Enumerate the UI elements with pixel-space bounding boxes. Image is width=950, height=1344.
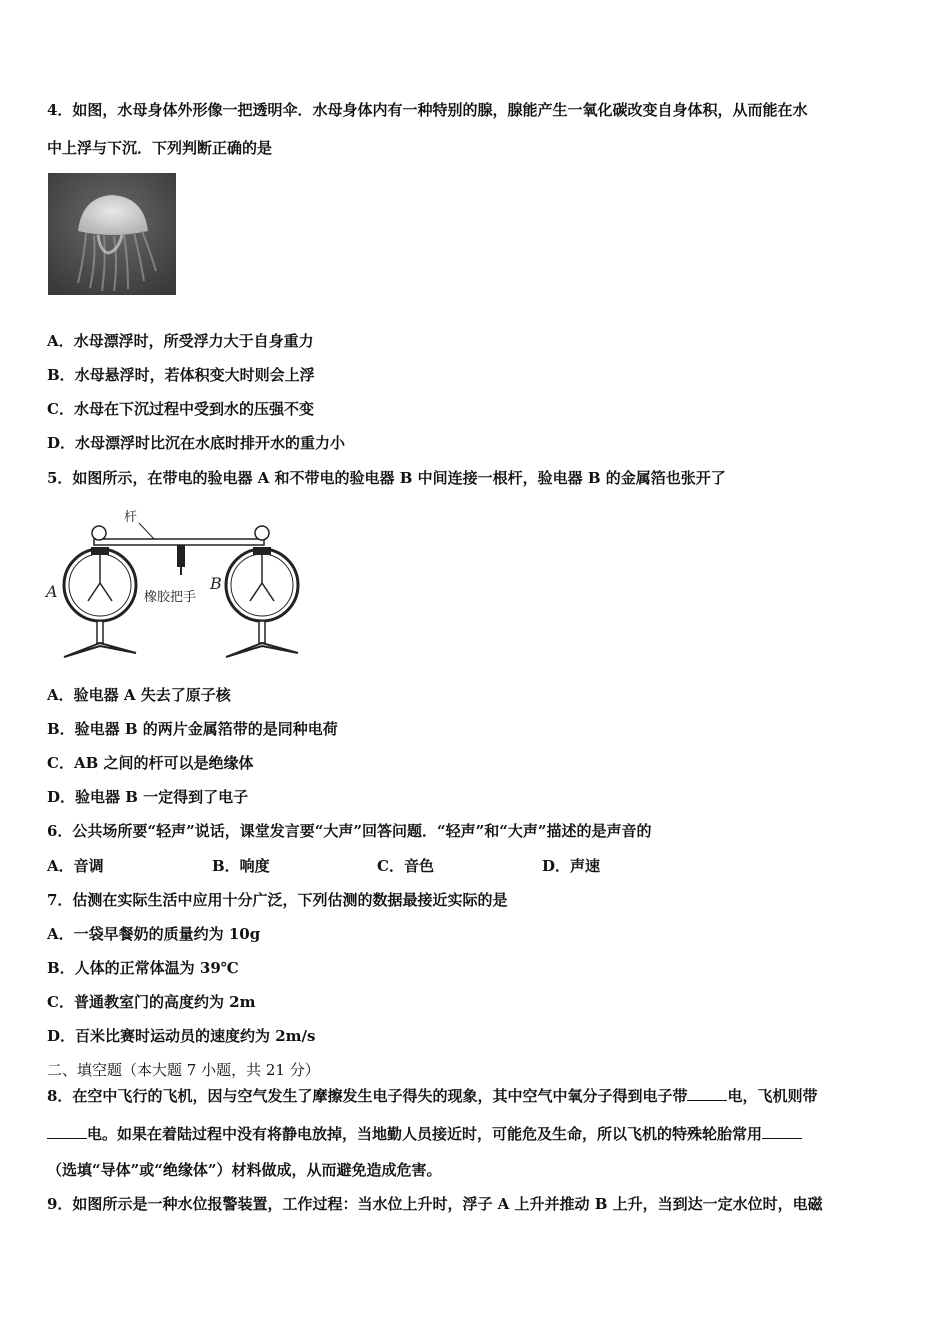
q5-option-b: B．验电器 B 的两片金属箔带的是同种电荷 — [47, 720, 338, 738]
q8-line3: （选填“导体”或“绝缘体”）材料做成，从而避免造成危害。 — [47, 1161, 442, 1179]
q4-option-a: A．水母漂浮时，所受浮力大于自身重力 — [47, 332, 314, 350]
q8-line1-text-a: 8．在空中飞行的飞机，因与空气发生了摩擦发生电子得失的现象，其中空气中氧分子得到电子带 — [47, 1087, 688, 1105]
q7-stem: 7．估测在实际生活中应用十分广泛，下列估测的数据最接近实际的是 — [47, 891, 508, 909]
jellyfish-photo — [48, 173, 176, 295]
label-b: B — [210, 574, 222, 593]
q7-option-d: D．百米比赛时运动员的速度约为 2m/s — [47, 1027, 316, 1045]
q8-line2 — [47, 1124, 802, 1144]
q9-stem: 9．如图所示是一种水位报警装置，工作过程：当水位上升时，浮子 A 上升并推动 B 上升，当到达一定水位时，电磁 — [47, 1195, 823, 1213]
q5-option-d: D．验电器 B 一定得到了电子 — [47, 788, 249, 806]
q4-option-b: B．水母悬浮时，若体积变大时则会上浮 — [47, 366, 315, 384]
q6-option-b: B．响度 — [212, 857, 270, 875]
q7-option-b: B．人体的正常体温为 39℃ — [47, 959, 239, 977]
rod — [94, 539, 264, 545]
q5-stem: 5．如图所示，在带电的验电器 A 和不带电的验电器 B 中间连接一根杆，验电器 B 的金属箔也张开了 — [47, 469, 726, 487]
handle-label: 橡胶把手 — [144, 590, 197, 605]
q8-blank-3[interactable] — [762, 1124, 802, 1139]
label-a: A — [46, 582, 58, 601]
q4-stem-line2: 中上浮与下沉．下列判断正确的是 — [47, 139, 273, 157]
electroscope-diagram — [44, 505, 304, 667]
q4-option-d: D．水母漂浮时比沉在水底时排开水的重力小 — [47, 434, 346, 452]
q8-line1 — [47, 1086, 817, 1106]
q8-line2-text: 电。如果在着陆过程中没有将静电放掉，当地勤人员接近时，可能危及生命，所以飞机的特殊轮胎常用 — [87, 1125, 763, 1143]
q8-line1-text-b: 电，飞机则带 — [727, 1087, 818, 1105]
q6-option-c: C．音色 — [377, 857, 434, 875]
q4-stem-line1: 4．如图，水母身体外形像一把透明伞．水母身体内有一种特别的腺，腺能产生一氧化碳改变自身体积，从而能在水 — [47, 101, 808, 119]
q7-option-c: C．普通教室门的高度约为 2m — [47, 993, 256, 1011]
q7-option-a: A．一袋早餐奶的质量约为 10g — [47, 925, 261, 943]
q6-option-a: A．音调 — [47, 857, 104, 875]
section2-heading: 二、填空题（本大题 7 小题，共 21 分） — [47, 1061, 320, 1079]
rod-label: 杆 — [124, 510, 138, 525]
rubber-handle — [177, 545, 185, 567]
q5-option-c: C．AB 之间的杆可以是绝缘体 — [47, 754, 254, 772]
q4-option-c: C．水母在下沉过程中受到水的压强不变 — [47, 400, 314, 418]
q6-stem: 6．公共场所要“轻声”说话，课堂发言要“大声”回答问题．“轻声”和“大声”描述的是声音的 — [47, 822, 652, 840]
q8-blank-2[interactable] — [47, 1124, 87, 1139]
q8-blank-1[interactable] — [687, 1086, 727, 1101]
q5-option-a: A．验电器 A 失去了原子核 — [47, 686, 231, 704]
q6-option-d: D．声速 — [542, 857, 601, 875]
